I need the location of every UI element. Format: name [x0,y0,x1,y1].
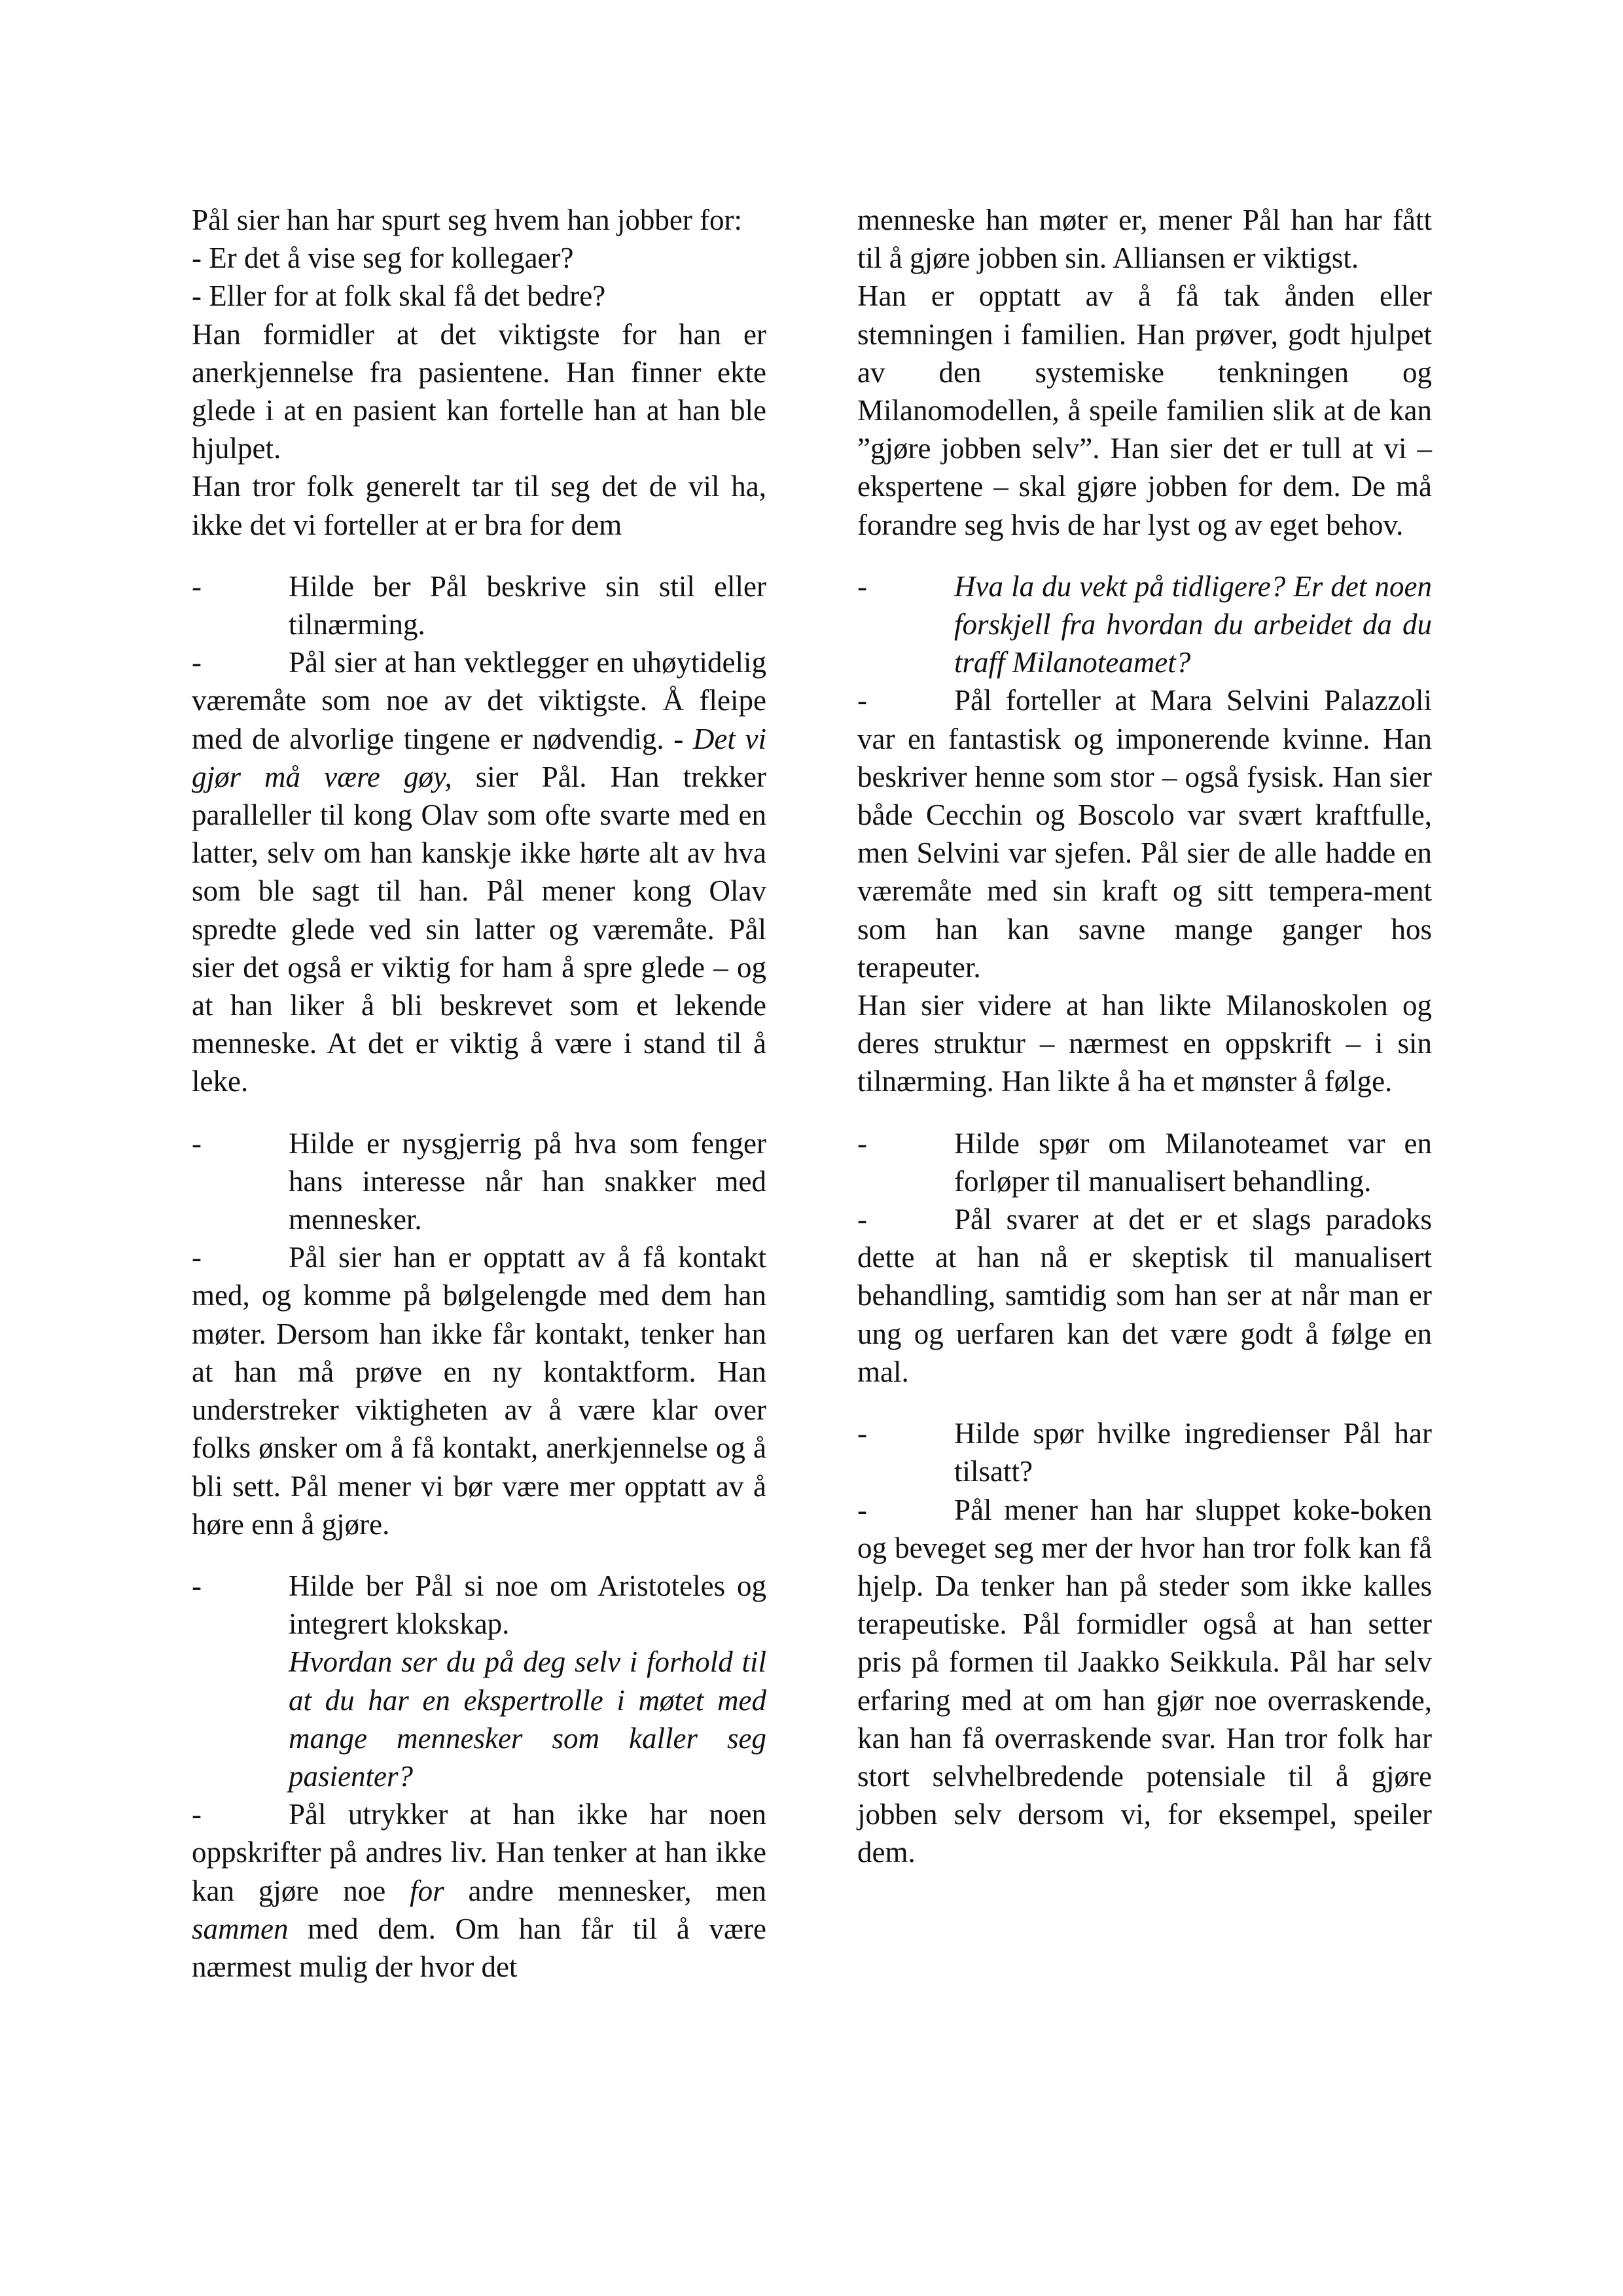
answer-dash: - [857,1493,867,1526]
question-text: Hilde er nysgjerrig på hva som fenger hans interesse når han snakker med mennesker. [289,1126,766,1236]
intro-paragraph-2: Han tror folk generelt tar til seg det de vil ha, ikke det vi forteller at er bra for dem [192,470,766,541]
right-column [857,201,1432,1872]
answer-text: Pål sier han er opptatt av å få kontakt med, og komme på bølgelengde med dem han møter. Dersom han ikke får kontakt, tenker han at han må prøve en ny kontaktform. Han understreker viktigheten av å være klar over folks ønsker om å få kontakt, anerkjennelse og å bli sett. Pål mener vi bør være mer opptatt av å høre enn å gjøre. [192,1241,766,1541]
question-text: Hilde ber Pål si noe om Aristoteles og integrert klokskap. [289,1569,766,1641]
answer-dash: - [192,1241,202,1274]
intro-question-2: - Eller for at folk skal få det bedre? [192,279,606,313]
answer-quote: Det vi gjør må være gøy, [192,722,766,793]
answer-paragraph [857,1491,1432,1872]
continued-paragraph: menneske han møter er, mener Pål han har fått til å gjøre jobben sin. Alliansen er viktigst. [857,204,1432,275]
left-column [192,201,766,1986]
answer-paragraph [192,643,766,1100]
question-italic: Hvordan ser du på deg selv i forhold til at du har en ekspertrolle i møtet med mange mennesker som kaller seg pasienter? [289,1645,766,1793]
question-dash: - [857,1417,867,1450]
answer-emphasis-for: for [410,1874,444,1907]
question-text: Hilde spør hvilke ingredienser Pål har tilsatt? [954,1417,1432,1488]
question-dash: - [192,1126,202,1160]
answer-dash: - [192,1798,202,1831]
answer-text: Pål mener han har sluppet koke-boken og beveget seg mer der hvor han tror folk kan få hjelp. Da tenker han på steder som ikke kalles terapeutiske. Pål formidler også at han setter pris på formen til Jaakko Seikkula. Pål har selv erfaring med at om han gjør noe overraskende, kan han få overraskende svar. Han tror folk har stort selvhelbredende potensiale til å gjøre jobben selv dersom vi, for eksempel, speiler dem. [857,1493,1432,1869]
answer-text: Pål svarer at det er et slags paradoks dette at han nå er skeptisk til manualisert behandling, samtidig som han ser at når man er ung og uerfaren kan det være godt å følge en mal. [857,1203,1432,1388]
question-dash: - [192,1569,202,1602]
answer-paragraph [857,1200,1432,1391]
question-dash: - [857,1126,867,1160]
answer-dash: - [857,1203,867,1236]
answer-text: Pål forteller at Mara Selvini Palazzoli var en fantastisk og imponerende kvinne. Han beskriver henne som stor – også fysisk. Han sier både Cecchin og Boscolo var svært kraftfulle, men Selvini var sjefen. Pål sier de alle hadde en væremåte med sin kraft og sitt tempera-ment som han kan savne mange ganger hos terapeuter. [857,684,1432,984]
intro-paragraph-1: Han formidler at det viktigste for han er anerkjennelse fra pasientene. Han finner ekte glede i at en pasient kan fortelle han at han ble hjulpet. [192,317,766,465]
answer-dash: - [857,684,867,717]
question-item [192,567,766,643]
question-item [192,1567,766,1795]
question-text: Hilde spør om Milanoteamet var en forløper til manualisert behandling. [954,1126,1432,1198]
answer-text: Pål utrykker at han ikke har noen oppskrifter på andres liv. Han tenker at han ikke kan gjøre noe [192,1798,766,1907]
answer-text-cont: andre mennesker, men [444,1874,766,1907]
intro-line: Pål sier han har spurt seg hvem han jobber for: [192,204,743,236]
question-dash: - [192,569,202,603]
paragraph: Han sier videre at han likte Milanoskolen og deres struktur – nærmest en oppskrift – i sin tilnærming. Han likte å ha et mønster å følge. [857,989,1432,1098]
question-item [857,1414,1432,1490]
answer-emphasis-sammen: sammen [192,1912,289,1945]
answer-text: Pål sier at han vektlegger en uhøytidelig væremåte som noe av det viktigste. Å fleipe med de alvorlige tingene er nødvendig. - [192,646,766,755]
paragraph: Han er opptatt av å få tak ånden eller stemningen i familien. Han prøver, godt hjulpet av den systemiske tenkningen og Milanomodellen, å speile familien slik at de kan ”gjøre jobben selv”. Han sier det er tull at vi – ekspertene – skal gjøre jobben for dem. De må forandre seg hvis de har lyst og av eget behov. [857,279,1432,541]
question-item [857,1124,1432,1200]
question-item [857,567,1432,682]
question-text: Hilde ber Pål beskrive sin stil eller tilnærming. [289,569,766,641]
question-dash: - [857,569,867,603]
answer-paragraph [192,1795,766,1986]
answer-paragraph [857,681,1432,986]
question-item [192,1124,766,1239]
question-italic: Hva la du vekt på tidligere? Er det noen forskjell fra hvordan du arbeidet da du traff Milanoteamet? [954,569,1432,679]
intro-question-1: - Er det å vise seg for kollegaer? [192,242,574,275]
answer-paragraph [192,1238,766,1543]
answer-text-end: med dem. Om han får til å være nærmest mulig der hvor det [192,1912,766,1983]
answer-dash: - [192,646,202,679]
answer-text-cont: sier Pål. Han trekker paralleller til kong Olav som ofte svarte med en latter, selv om han kanskje ikke hørte alt av hva som ble sagt til han. Pål mener kong Olav spredte glede ved sin latter og væremåte. Pål sier det også er viktig for ham å spre glede – og at han liker å bli beskrevet som et lekende menneske. At det er viktig å være i stand til å leke. [192,760,766,1098]
